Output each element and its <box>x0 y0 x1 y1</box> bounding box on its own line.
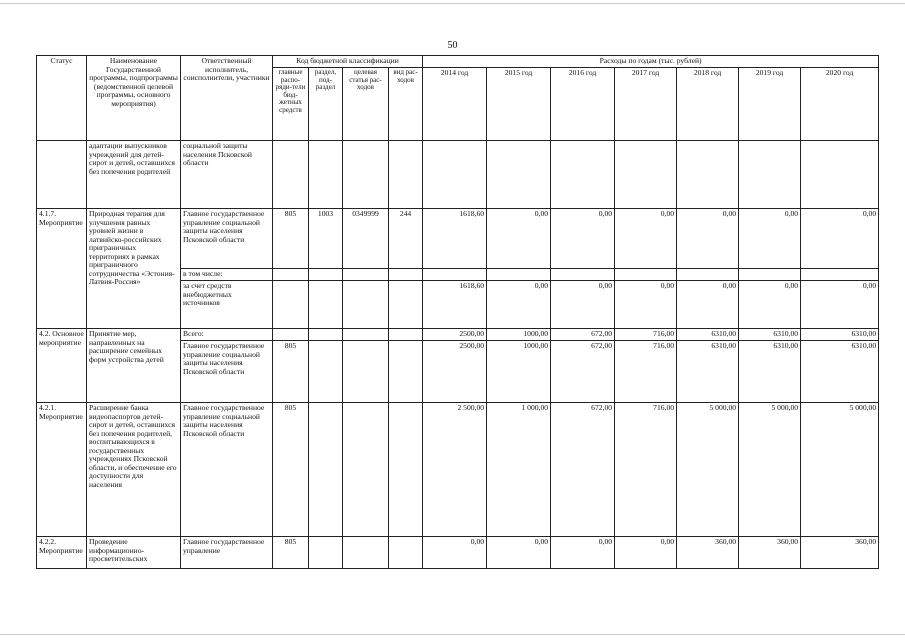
table-row <box>37 141 879 209</box>
cell-2017: 0,00 <box>615 209 677 269</box>
cell-grbs: 805 <box>273 209 309 269</box>
cell-2015: 1 000,00 <box>487 403 551 537</box>
cell-name: адаптации выпускников учреждений для детей-сирот и детей, оставшихся без попечения родителей <box>87 141 181 209</box>
cell-vr: 244 <box>389 209 423 269</box>
cell-2014: 0,00 <box>423 537 487 569</box>
cell-2020: 6310,00 <box>801 329 879 341</box>
cell-2015: 1000,00 <box>487 341 551 403</box>
scan-edge-bottom <box>0 634 905 635</box>
cell-2020: 0,00 <box>801 281 879 329</box>
cell-2015: 0,00 <box>487 281 551 329</box>
cell-2018: 0,00 <box>677 281 739 329</box>
cell-2019: 0,00 <box>739 281 801 329</box>
cell-2016: 0,00 <box>551 281 615 329</box>
cell-name: Проведение информационно-просветительских <box>87 537 181 569</box>
header-csr: целевая статья рас-ходов <box>343 68 389 141</box>
cell-2017: 0,00 <box>615 537 677 569</box>
cell-executor: социальной защиты населения Псковской области <box>181 141 273 209</box>
cell-2015: 0,00 <box>487 537 551 569</box>
cell-2018: 6310,00 <box>677 329 739 341</box>
cell-2017: 716,00 <box>615 341 677 403</box>
cell-2018: 0,00 <box>677 209 739 269</box>
cell-2020: 6310,00 <box>801 341 879 403</box>
cell-2017: 0,00 <box>615 281 677 329</box>
cell-executor: Главное государственное управление социальной защиты населения Псковской области <box>181 209 273 269</box>
page-number: 50 <box>447 40 458 51</box>
header-executor: Ответственный исполнитель, соисполнители, участники <box>181 56 273 141</box>
cell-csr: 0349999 <box>343 209 389 269</box>
header-expenses: Расходы по годам (тыс. рублей) <box>423 56 879 68</box>
header-year-2015: 2015 год <box>487 68 551 141</box>
header-year-2016: 2016 год <box>551 68 615 141</box>
cell-grbs: 805 <box>273 341 309 403</box>
cell-2020: 0,00 <box>801 209 879 269</box>
header-year-2018: 2018 год <box>677 68 739 141</box>
cell-executor: Главное государственное управление социальной защиты населения Псковской области <box>181 403 273 537</box>
header-vr: вид рас-ходов <box>389 68 423 141</box>
cell-2018: 360,00 <box>677 537 739 569</box>
cell-rzpr: 1003 <box>309 209 343 269</box>
cell-2019: 0,00 <box>739 209 801 269</box>
cell-2019: 6310,00 <box>739 341 801 403</box>
cell-2019: 360,00 <box>739 537 801 569</box>
header-name: Наименование Государственной программы, подпрограммы (ведомственной целевой программы, основного мероприятия) <box>87 56 181 141</box>
cell-status <box>37 141 87 209</box>
header-grbs: главные распо-ряди-тели бюд-жетных средств <box>273 68 309 141</box>
header-budget-code: Код бюджетной классификации <box>273 56 423 68</box>
scan-edge-top <box>0 3 905 4</box>
cell-executor: Главное государственное управление <box>181 537 273 569</box>
cell-name: Расширение банка видеопаспортов детей-сирот и детей, оставшихся без попечения родителей, воспитывающихся в государственных учреждениях Псковской области, и обеспечение его доступности для населения <box>87 403 181 537</box>
cell-executor: Главное государственное управление социальной защиты населения Псковской области <box>181 341 273 403</box>
cell-2017: 716,00 <box>615 329 677 341</box>
cell-2017: 716,00 <box>615 403 677 537</box>
table-row <box>37 329 879 341</box>
cell-status: 4.2.2. Мероприятие <box>37 537 87 569</box>
header-year-2017: 2017 год <box>615 68 677 141</box>
cell-2019: 5 000,00 <box>739 403 801 537</box>
cell-2014: 2500,00 <box>423 329 487 341</box>
cell-2018: 5 000,00 <box>677 403 739 537</box>
table-row <box>37 209 879 269</box>
cell-2016: 672,00 <box>551 341 615 403</box>
cell-2019: 6310,00 <box>739 329 801 341</box>
cell-2014: 1618,60 <box>423 281 487 329</box>
header-year-2014: 2014 год <box>423 68 487 141</box>
table-row <box>37 537 879 569</box>
header-year-2020: 2020 год <box>801 68 879 141</box>
header-rzpr: раздел, под-раздел <box>309 68 343 141</box>
cell-2014: 2 500,00 <box>423 403 487 537</box>
cell-2016: 0,00 <box>551 209 615 269</box>
cell-name: Принятие мер, направленных на расширение семейных форм устройства детей <box>87 329 181 403</box>
cell-grbs: 805 <box>273 537 309 569</box>
header-status: Статус <box>37 56 87 141</box>
cell-grbs: 805 <box>273 403 309 537</box>
cell-status: 4.2.1. Мероприятие <box>37 403 87 537</box>
cell-status: 4.1.7. Мероприятие <box>37 209 87 329</box>
cell-2014: 1618,60 <box>423 209 487 269</box>
budget-table <box>36 55 879 569</box>
table-row <box>37 403 879 537</box>
cell-2015: 0,00 <box>487 209 551 269</box>
cell-status: 4.2. Основное мероприятие <box>37 329 87 403</box>
cell-2016: 672,00 <box>551 329 615 341</box>
cell-executor: за счет средств внебюджетных источников <box>181 281 273 329</box>
cell-2018: 6310,00 <box>677 341 739 403</box>
cell-2020: 360,00 <box>801 537 879 569</box>
cell-2016: 0,00 <box>551 537 615 569</box>
cell-executor: Всего: <box>181 329 273 341</box>
header-year-2019: 2019 год <box>739 68 801 141</box>
cell-2020: 5 000,00 <box>801 403 879 537</box>
cell-executor: в том числе: <box>181 269 273 281</box>
cell-2014: 2500,00 <box>423 341 487 403</box>
cell-2016: 672,00 <box>551 403 615 537</box>
cell-2015: 1000,00 <box>487 329 551 341</box>
cell-name: Природная терапия для улучшения равных уровней жизни в латвийско-российских приграничных территориях в рамках приграничного сотрудничества «Эстония-Латвия-Россия» <box>87 209 181 329</box>
